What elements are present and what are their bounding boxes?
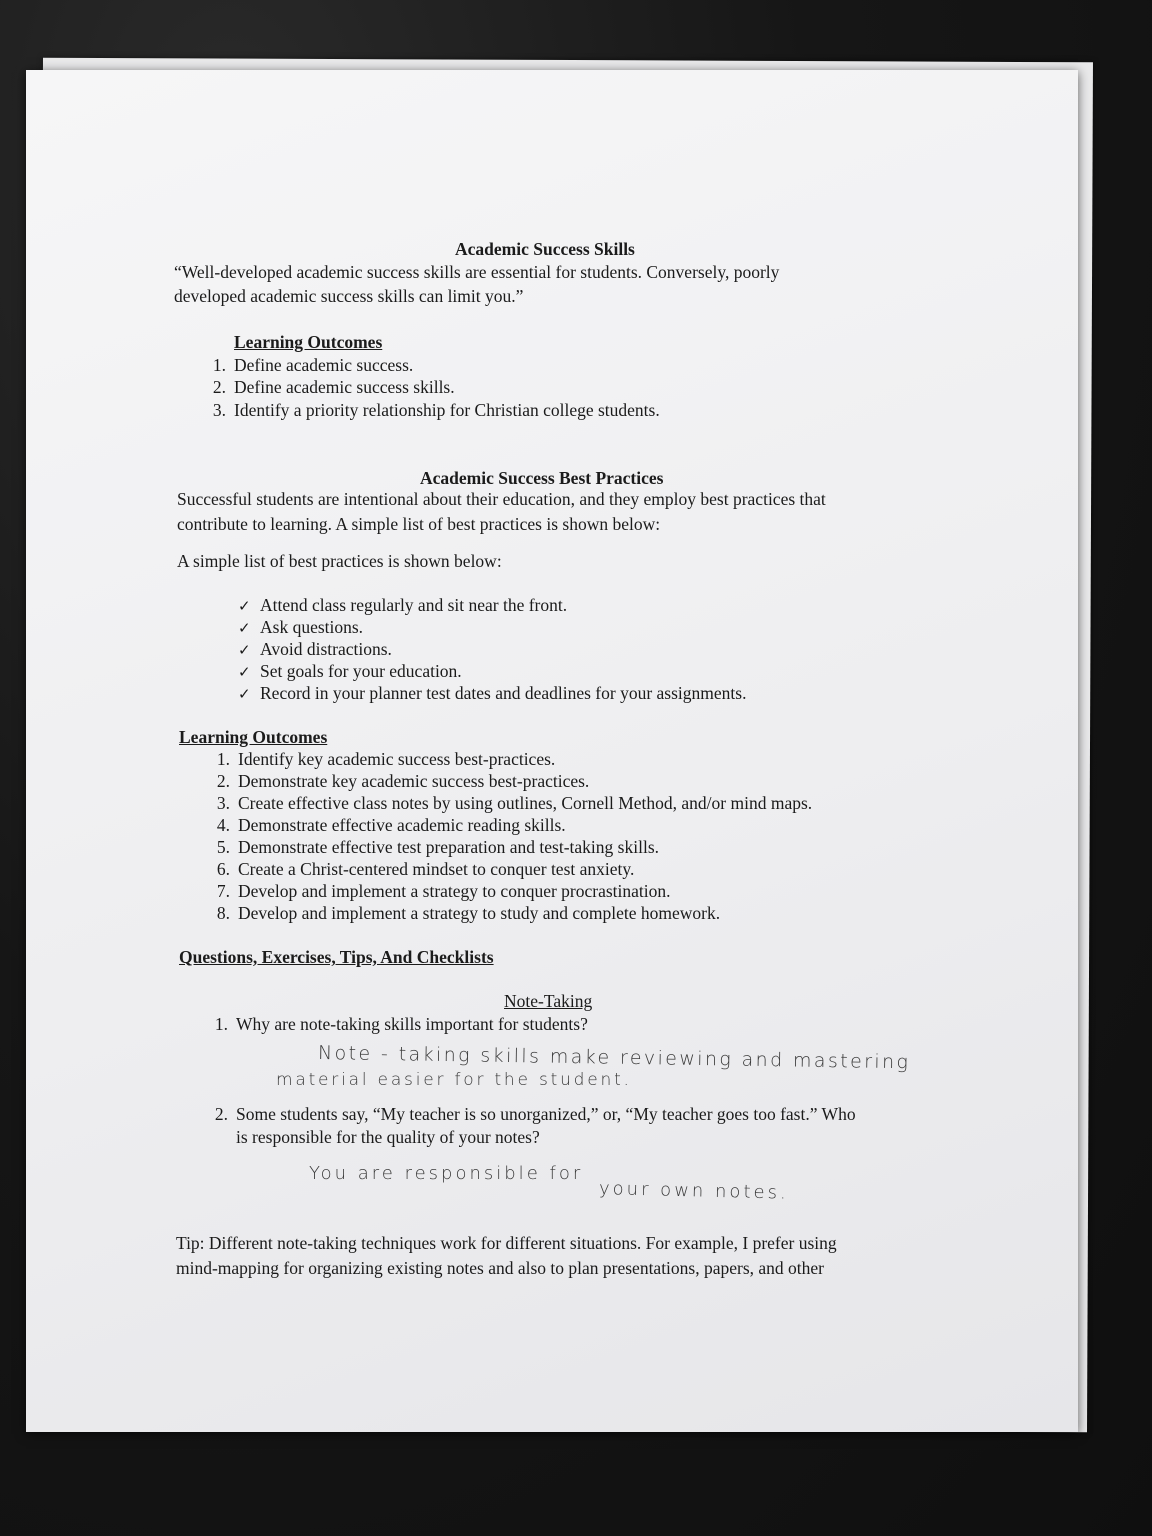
question-number: 2. (214, 1104, 228, 1124)
list-number: 1. (212, 355, 226, 375)
checklist-item (238, 660, 462, 683)
checklist-text: Set goals for your education. (260, 661, 462, 681)
list-number: 1. (216, 749, 230, 769)
checklist-item (238, 594, 567, 617)
check-icon: ✓ (238, 641, 251, 659)
tip-line-1: Tip: Different note-taking techniques work for different situations. For example, I prefer using (176, 1233, 837, 1253)
question-item (200, 1103, 856, 1125)
check-icon: ✓ (238, 685, 251, 703)
list-item (202, 836, 659, 858)
best-practices-paragraph-line-2: contribute to learning. A simple list of best practices is shown below: (177, 514, 661, 534)
handwritten-answer-1-line-1: Note - taking skills make reviewing and mastering (317, 1042, 911, 1074)
list-item (198, 354, 413, 376)
questions-heading: Questions, Exercises, Tips, And Checklists (179, 947, 494, 967)
list-number: 2. (212, 377, 226, 397)
learning-outcomes-heading-2: Learning Outcomes (179, 727, 328, 747)
checklist-item (238, 616, 363, 639)
list-text: Demonstrate effective test preparation and test-taking skills. (238, 837, 659, 857)
list-item (202, 902, 720, 924)
list-item (202, 770, 589, 792)
list-item (202, 858, 634, 880)
list-text: Develop and implement a strategy to conquer procrastination. (238, 881, 671, 901)
list-text: Identify key academic success best-practices. (238, 749, 556, 769)
list-number: 4. (216, 815, 230, 835)
learning-outcomes-heading-1: Learning Outcomes (234, 332, 383, 352)
document-title: Academic Success Skills (455, 239, 635, 259)
checklist-item (238, 682, 746, 705)
list-number: 3. (216, 793, 230, 813)
list-text: Create a Christ-centered mindset to conquer test anxiety. (238, 859, 635, 879)
list-number: 2. (216, 771, 230, 791)
handwritten-answer-2-part-1: You are responsible for (309, 1163, 584, 1184)
question-text-line-2: is responsible for the quality of your notes? (236, 1127, 540, 1147)
list-text: Define academic success. (234, 355, 414, 375)
check-icon: ✓ (238, 619, 251, 637)
best-practices-lead: A simple list of best practices is shown below: (177, 551, 502, 571)
question-text-line-1: Some students say, “My teacher is so unorganized,” or, “My teacher goes too fast.” Who (236, 1104, 856, 1124)
question-number: 1. (214, 1014, 228, 1034)
checklist-text: Ask questions. (260, 617, 364, 637)
list-item (202, 880, 671, 902)
question-item (200, 1013, 588, 1035)
checklist-text: Avoid distractions. (260, 639, 392, 659)
list-text: Demonstrate effective academic reading skills. (238, 815, 566, 835)
checklist-item (238, 638, 392, 661)
list-item (202, 814, 566, 836)
list-text: Define academic success skills. (234, 377, 455, 397)
list-number: 5. (216, 837, 230, 857)
list-text: Create effective class notes by using outlines, Cornell Method, and/or mind maps. (238, 793, 813, 813)
intro-quote-line-1: “Well-developed academic success skills are essential for students. Conversely, poorly (174, 262, 780, 282)
handwritten-answer-1-line-2: material easier for the student. (276, 1070, 632, 1090)
checklist-text: Attend class regularly and sit near the front. (260, 595, 568, 615)
list-number: 8. (216, 903, 230, 923)
checklist-text: Record in your planner test dates and deadlines for your assignments. (260, 683, 747, 703)
question-text: Why are note-taking skills important for students? (236, 1014, 588, 1034)
note-taking-subheading: Note-Taking (504, 991, 593, 1011)
list-item (202, 792, 812, 814)
document-page (26, 70, 1078, 1432)
list-text: Identify a priority relationship for Christian college students. (234, 400, 660, 420)
list-number: 7. (216, 881, 230, 901)
intro-quote-line-2: developed academic success skills can limit you.” (174, 286, 524, 306)
list-item (198, 399, 660, 421)
check-icon: ✓ (238, 597, 251, 615)
list-text: Demonstrate key academic success best-practices. (238, 771, 590, 791)
best-practices-paragraph-line-1: Successful students are intentional about their education, and they employ best practices that (177, 489, 826, 509)
check-icon: ✓ (238, 663, 251, 681)
list-number: 6. (216, 859, 230, 879)
list-number: 3. (212, 400, 226, 420)
best-practices-title: Academic Success Best Practices (420, 468, 664, 488)
list-text: Develop and implement a strategy to study and complete homework. (238, 903, 721, 923)
handwritten-answer-2-part-2: your own notes. (598, 1178, 789, 1204)
list-item (198, 376, 455, 398)
tip-line-2: mind-mapping for organizing existing notes and also to plan presentations, papers, and other (176, 1258, 825, 1278)
list-item (202, 748, 555, 770)
